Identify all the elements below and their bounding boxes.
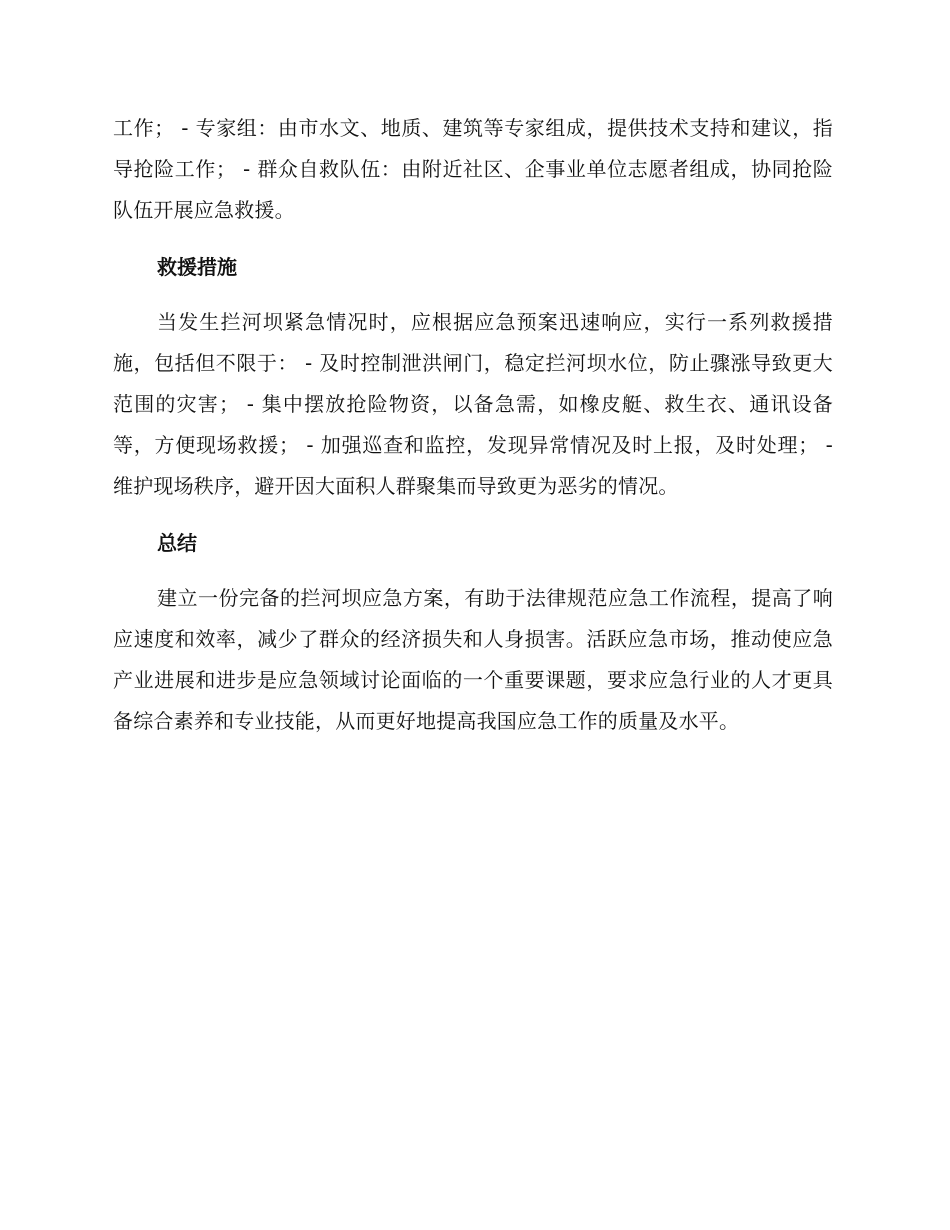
section-body-summary: 建立一份完备的拦河坝应急方案，有助于法律规范应急工作流程，提高了响应速度和效率，减少了群众的经济损失和人身损害。活跃应急市场，推动使应急产业进展和进步是应急领域讨论面临的一个重要课题，要求应急行业的人才更具备综合素养和专业技能，从而更好地提高我国应急工作的质量及水平。 [113,586,833,733]
spacer [113,507,833,523]
section-body-rescue-measures: 当发生拦河坝紧急情况时，应根据应急预案迅速响应，实行一系列救援措施，包括但不限于： - 及时控制泄洪闸门，稳定拦河坝水位，防止骤涨导致更大范围的灾害； - 集中摆放抢险物资，以备急需，如橡皮艇、救生衣、通讯设备等，方便现场救援； - 加强巡查和监控，发现异常情况及时上报，及时处理； - 维护现场秩序，避开因大面积人群聚集而导致更为恶劣的情况。 [113,310,833,498]
spacer [113,288,833,302]
intro-paragraph: 工作； - 专家组：由市水文、地质、建筑等专家组成，提供技术支持和建议，指导抢险工作； - 群众自救队伍：由附近社区、企事业单位志愿者组成，协同抢险队伍开展应急救援。 [113,116,833,222]
document-page [113,108,833,742]
spacer [113,231,833,247]
section-heading-rescue-measures: 救援措施 [157,255,237,279]
section-heading-summary: 总结 [157,531,197,555]
spacer [113,564,833,578]
